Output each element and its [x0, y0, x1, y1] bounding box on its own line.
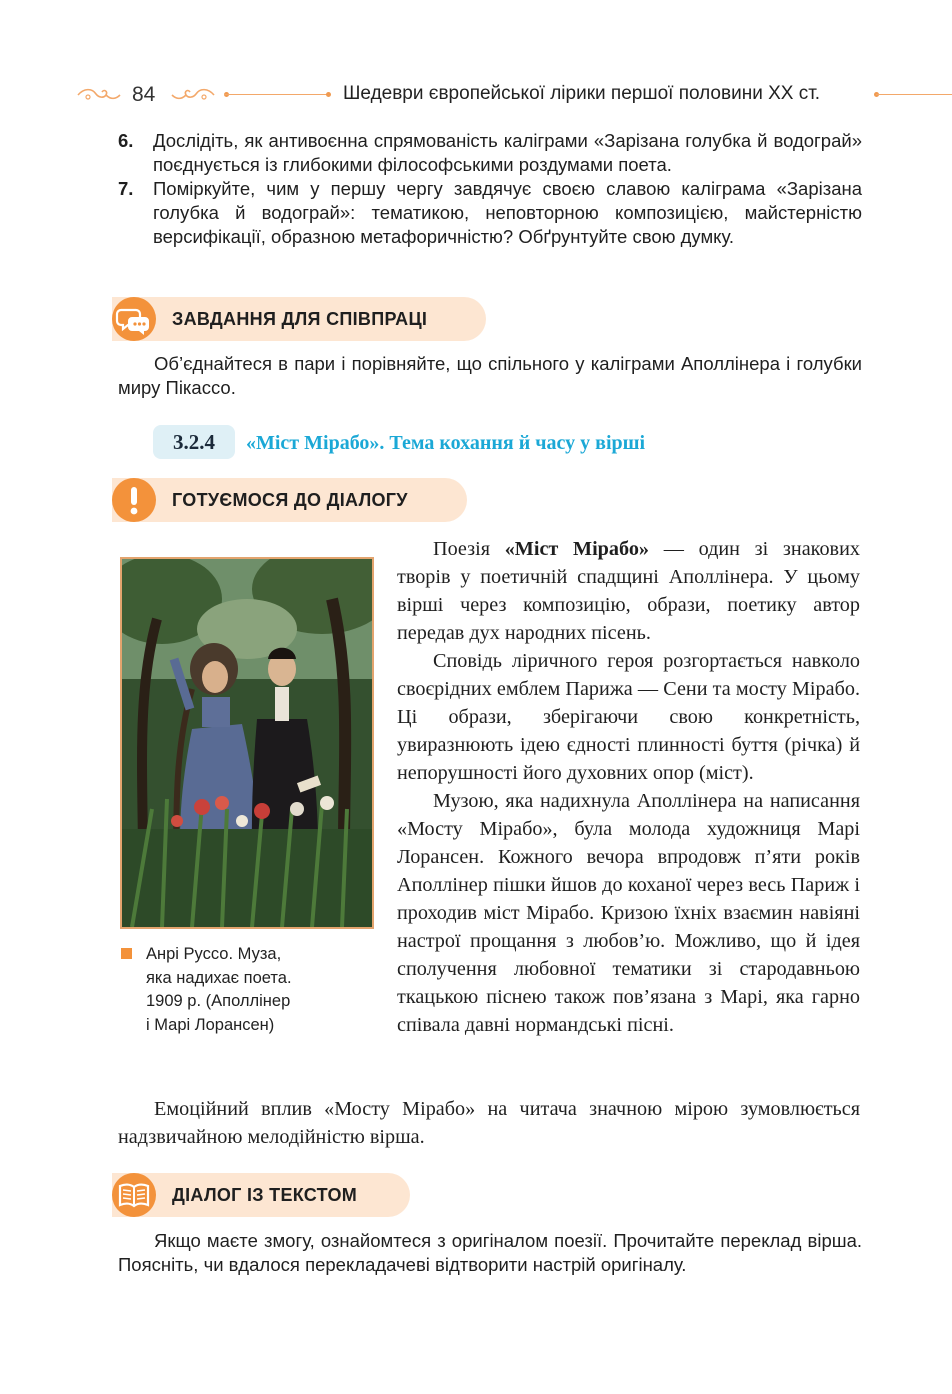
caption-line: Анрі Руссо. Муза,	[146, 945, 282, 963]
cooperation-text: Об’єднайтеся в пари і порівняйте, що спільного у каліграми Аполлінера і голубки миру Пікассо.	[118, 353, 862, 398]
body-paragraph-4: Емоційний вплив «Мосту Мірабо» на читача значною мірою зумовлюється надзвичайною мелодійністю вірша.	[118, 1098, 860, 1148]
heading-label: ДІАЛОГ ІЗ ТЕКСТОМ	[172, 1185, 358, 1205]
question-text: Поміркуйте, чим у першу чергу завдячує своєю славою каліграма «Зарізана голубка й водограй»: тематикою, неповторною композицією, майстерністю версифікації, образною метафоричністю? Обґрунтуйте свою думку.	[153, 178, 862, 247]
cooperation-heading	[112, 297, 486, 341]
caption-line: яка надихає поета.	[146, 968, 292, 987]
running-title: Шедеври європейської лірики першої половини ХХ ст.	[343, 83, 821, 104]
header-rule	[224, 94, 330, 95]
section-number: 3.2.4	[153, 425, 235, 459]
figure-caption	[146, 943, 292, 1037]
header-dot	[326, 92, 331, 97]
question-7: 7. Поміркуйте, чим у першу чергу завдячує своєю славою каліграма «Зарізана голубка й водограй»: тематикою, неповторною композицією, майстерністю версифікації, образною метафоричністю? Обґрунтуйте свою думку.	[118, 178, 862, 247]
body-paragraph-2: Сповідь ліричного героя розгортається навколо своєрідних емблем Парижа — Сени та мосту Мірабо. Ці образи, зберігаючи свою конкретність, увиразнюють ідею єдності плинності буття (річка) й непорушності його духовних опор (міст).	[397, 650, 860, 784]
open-book-icon	[112, 1173, 156, 1217]
caption-line: 1909 р. (Аполлінер	[146, 992, 291, 1010]
dialog-text: Якщо маєте змогу, ознайомтеся з оригіналом поезії. Прочитайте переклад вірша. Поясніть, чи вдалося перекладачеві відтворити настрій оригіналу.	[118, 1230, 862, 1275]
painting-image	[120, 557, 374, 929]
page-header	[0, 80, 952, 112]
exclamation-icon	[112, 478, 156, 522]
heading-label: ЗАВДАННЯ ДЛЯ СПІВПРАЦІ	[172, 309, 428, 329]
question-6: 6. Дослідіть, як антивоєнна спрямованість каліграми «Зарізана голубка й водограй» поєднується із глибокими філософськими роздумами поета.	[118, 130, 862, 175]
chat-bubbles-icon	[112, 297, 156, 341]
prepare-heading	[112, 478, 467, 522]
ornament-icon	[170, 86, 216, 104]
heading-label: ГОТУЄМОСЯ ДО ДІАЛОГУ	[172, 490, 408, 510]
section-title: «Міст Мірабо». Тема кохання й часу у вірші	[246, 432, 646, 454]
caption-bullet	[121, 948, 132, 959]
header-rule	[876, 94, 952, 95]
question-text: Дослідіть, як антивоєнна спрямованість каліграми «Зарізана голубка й водограй» поєднується із глибокими філософськими роздумами поета.	[153, 130, 862, 175]
body-full-width	[118, 1095, 860, 1151]
body-paragraph-3: Музою, яка надихнула Аполлінера на написання «Мосту Мірабо», була молода художниця Марі Лорансен. Кожного вечора впродовж п’яти років Аполлінер пішки йшов до коханої через весь Париж і проходив міст Мірабо. Кризою їхніх взаємин навіяні настрої прощання з любов’ю. Можливо, що й ідея сполучення любовної тематики зі стародавньою ткацькою піснею також пов’язана з Марі, яка гарно співала давні нормандські пісні.	[397, 790, 860, 1036]
body-column	[397, 535, 860, 1039]
caption-line: і Марі Лорансен)	[146, 1015, 275, 1034]
page-number: 84	[132, 83, 156, 106]
ornament-icon	[76, 86, 122, 104]
body-paragraph-1: Поезія «Міст Мірабо» — один зі знакових творів у поетичній спадщині Аполлінера. У цьому вірші через композицію, образи, поетику автор передав дух народних пісень.	[397, 538, 860, 644]
poem-title: «Міст Мірабо»	[504, 538, 650, 560]
dialog-heading	[112, 1173, 410, 1217]
